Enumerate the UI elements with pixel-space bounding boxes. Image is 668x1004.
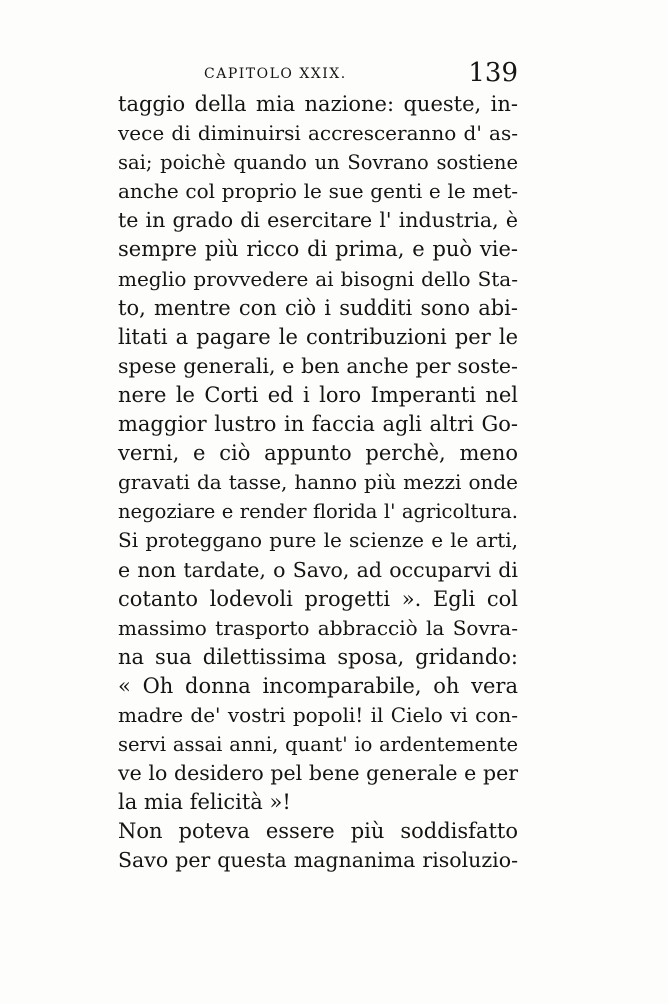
- text-line: nere le Corti ed i loro Imperanti nel: [118, 382, 518, 407]
- text-line: Non poteva essere più soddisfatto: [118, 819, 518, 844]
- text-line: ve lo desidero pel bene generale e per: [118, 761, 518, 786]
- text-line: vece di diminuirsi accresceranno d' as-: [118, 121, 518, 146]
- text-line: sempre più ricco di prima, e può vie-: [118, 237, 518, 262]
- text-line: taggio della mia nazione: queste, in-: [118, 92, 518, 116]
- body-text: [118, 90, 518, 876]
- text-line: massimo trasporto abbracciò la Sovra-: [118, 615, 518, 640]
- text-line: na sua dilettissima sposa, gridando:: [118, 644, 518, 669]
- text-line: cotanto lodevoli progetti ». Egli col: [118, 586, 518, 611]
- text-line: to, mentre con ciò i sudditi sono abi-: [118, 295, 518, 320]
- text-line: Si proteggano pure le scienze e le arti,: [118, 528, 518, 553]
- text-line: madre de' vostri popoli! il Cielo vi con-: [118, 702, 518, 727]
- text-line: maggior lustro in faccia agli altri Go-: [118, 412, 518, 437]
- running-head: CAPITOLO XXIX.: [204, 66, 347, 82]
- text-line: verni, e ciò appunto perchè, meno: [118, 441, 518, 466]
- text-line: la mia felicità »!: [118, 790, 291, 815]
- text-line: gravati da tasse, hanno più mezzi onde: [118, 470, 518, 495]
- text-line: meglio provvedere ai bisogni dello Sta-: [118, 266, 518, 291]
- text-line: « Oh donna incomparabile, oh vera: [118, 673, 518, 698]
- text-line: Savo per questa magnanima risoluzio-: [118, 848, 518, 873]
- text-line: spese generali, e ben anche per soste-: [118, 353, 518, 378]
- text-line: negoziare e render florida l' agricoltura.: [118, 500, 518, 524]
- text-line: e non tardate, o Savo, ad occuparvi di: [118, 557, 518, 582]
- text-line: te in grado di esercitare l' industria, è: [118, 208, 518, 233]
- text-line: servi assai anni, quant' io ardentemente: [118, 733, 518, 757]
- page-header: [118, 58, 518, 88]
- text-line: anche col proprio le sue genti e le met-: [118, 179, 518, 204]
- page-number: 139: [468, 58, 518, 88]
- text-line: sai; poichè quando un Sovrano sostiene: [118, 151, 518, 175]
- text-line: litati a pagare le contribuzioni per le: [118, 324, 518, 349]
